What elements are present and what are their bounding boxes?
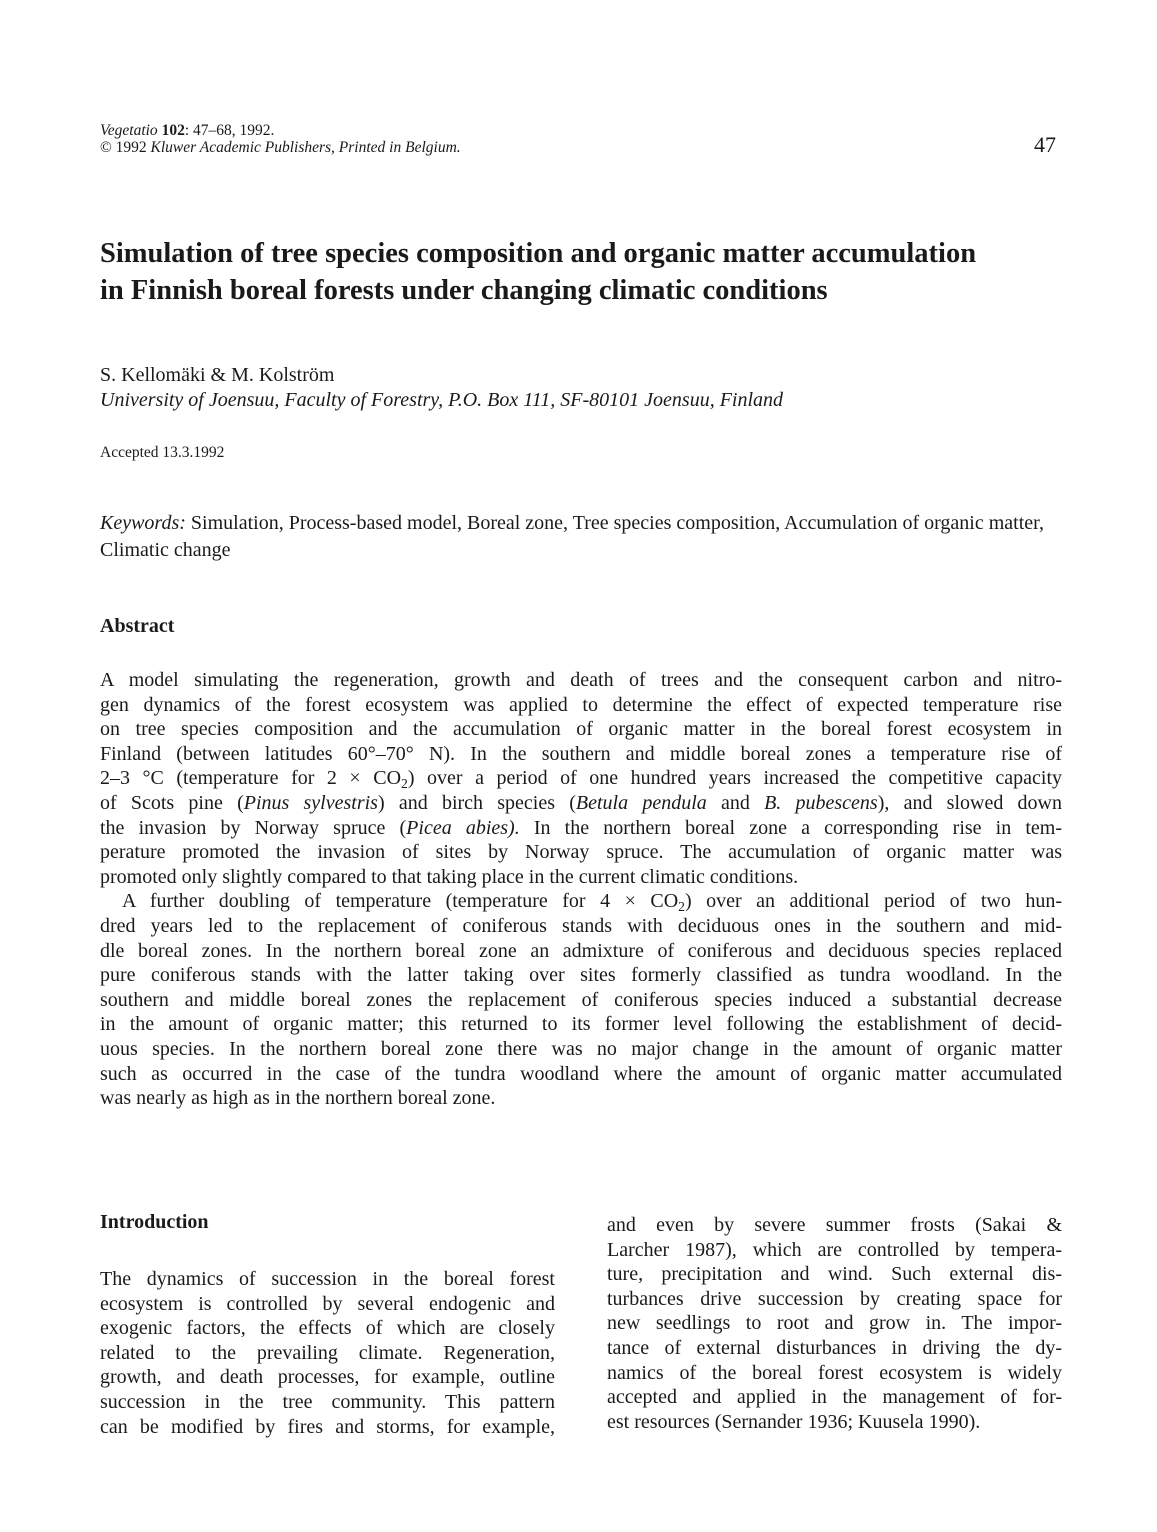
species-name: Betula pendula — [575, 791, 707, 814]
introduction-heading: Introduction — [100, 1211, 209, 1233]
abstract-line: uous species. In the northern boreal zone there was no major change in the amount of organic matter — [100, 1037, 1062, 1060]
body-line: growth, and death processes, for example, outline — [100, 1366, 555, 1389]
body-line: can be modified by fires and storms, for example, — [100, 1415, 555, 1438]
body-line: est resources (Sernander 1936; Kuusela 1990). — [607, 1410, 981, 1433]
title-line: Simulation of tree species composition and organic matter accumulation — [100, 238, 977, 269]
abstract-line — [100, 766, 1062, 791]
journal-citation — [100, 122, 461, 156]
abstract-line: A model simulating the regeneration, growth and death of trees and the consequent carbon and nitro- — [100, 669, 1062, 691]
body-line: namics of the boreal forest ecosystem is widely — [607, 1361, 1062, 1384]
body-line: accepted and applied in the management of for- — [607, 1386, 1062, 1409]
abstract-line: Finland (between latitudes 60°–70° N). In the southern and middle boreal zones a temperature rise of — [100, 742, 1062, 765]
abstract-line: on tree species composition and the accumulation of organic matter in the boreal forest ecosystem in — [100, 718, 1062, 741]
abstract-heading: Abstract — [100, 615, 175, 637]
citation-line — [100, 122, 461, 139]
subscript: 2 — [678, 899, 685, 915]
introduction-column-left — [100, 1267, 555, 1439]
copyright-line — [100, 139, 461, 156]
body-line: and even by severe summer frosts (Sakai & — [607, 1214, 1062, 1236]
text-run: and — [706, 791, 765, 814]
body-line: ture, precipitation and wind. Such external dis- — [607, 1263, 1062, 1286]
species-name: B. pubescens — [764, 791, 878, 814]
keywords-text: Simulation, Process-based model, Boreal zone, Tree species composition, Accumulation of organic matter, Climatic change — [100, 512, 1045, 561]
body-line: succession in the tree community. This pattern — [100, 1390, 555, 1413]
text-run: of Scots pine ( — [100, 791, 244, 814]
abstract-line: dred years led to the replacement of coniferous stands with deciduous ones in the southern and mid- — [100, 914, 1062, 937]
copyright-prefix: © 1992 — [100, 139, 151, 156]
abstract-line: in the amount of organic matter; this returned to its former level following the establishment of decid- — [100, 1013, 1062, 1036]
paper-title — [100, 235, 1080, 309]
body-line: ecosystem is controlled by several endogenic and — [100, 1292, 555, 1315]
body-line: new seedlings to root and grow in. The impor- — [607, 1312, 1062, 1335]
text-run: A further doubling of temperature (temperature for 4 × CO — [122, 890, 679, 913]
page-number: 47 — [1034, 132, 1056, 157]
species-name: Picea abies). — [406, 816, 520, 839]
abstract-line: such as occurred in the case of the tundra woodland where the amount of organic matter accumulated — [100, 1062, 1062, 1085]
introduction-column-right — [607, 1213, 1062, 1434]
body-line: related to the prevailing climate. Regeneration, — [100, 1341, 555, 1364]
abstract-line — [100, 791, 1062, 816]
text-run: In the northern boreal zone a corresponding rise in tem- — [519, 816, 1063, 839]
publisher: Kluwer Academic Publishers, Printed in Belgium. — [150, 139, 461, 156]
body-line: exogenic factors, the effects of which are closely — [100, 1317, 555, 1340]
text-run: ) over an additional period of two hun- — [684, 890, 1062, 913]
keywords-label: Keywords: — [100, 512, 186, 534]
text-run: ) over a period of one hundred years increased the competitive capacity — [407, 767, 1062, 790]
accepted-date: Accepted 13.3.1992 — [100, 444, 225, 461]
journal-volume: 102 — [161, 122, 185, 139]
body-line: Larcher 1987), which are controlled by tempera- — [607, 1238, 1062, 1261]
title-line: in Finnish boreal forests under changing climatic conditions — [100, 275, 828, 306]
text-run: ), and slowed down — [877, 791, 1062, 814]
journal-pages: : 47–68, 1992. — [184, 122, 275, 139]
abstract-line: dle boreal zones. In the northern boreal zone an admixture of coniferous and deciduous species replaced — [100, 939, 1062, 962]
body-line: turbances drive succession by creating space for — [607, 1287, 1062, 1310]
abstract-line: gen dynamics of the forest ecosystem was applied to determine the effect of expected temperature rise — [100, 693, 1062, 716]
subscript: 2 — [401, 776, 408, 792]
abstract-line: southern and middle boreal zones the replacement of coniferous species induced a substantial decrease — [100, 988, 1062, 1011]
keywords — [100, 510, 1060, 564]
journal-name: Vegetatio — [100, 122, 158, 139]
body-line: The dynamics of succession in the boreal forest — [100, 1268, 555, 1290]
abstract-line — [100, 889, 1062, 914]
abstract-body — [100, 668, 1062, 1111]
abstract-line: promoted only slightly compared to that taking place in the current climatic conditions. — [100, 865, 799, 888]
text-run: 2–3 °C (temperature for 2 × CO — [100, 767, 402, 790]
affiliation: University of Joensuu, Faculty of Forestry, P.O. Box 111, SF-80101 Joensuu, Finland — [100, 389, 784, 411]
abstract-line — [100, 816, 1062, 841]
abstract-line: was nearly as high as in the northern boreal zone. — [100, 1087, 496, 1110]
authors: S. Kellomäki & M. Kolström — [100, 364, 335, 386]
body-line: tance of external disturbances in driving the dy- — [607, 1336, 1062, 1359]
text-run: ) and birch species ( — [377, 791, 576, 814]
text-run: the invasion by Norway spruce ( — [100, 816, 407, 839]
abstract-line: perature promoted the invasion of sites by Norway spruce. The accumulation of organic matter was — [100, 841, 1062, 864]
species-name: Pinus sylvestris — [243, 791, 378, 814]
abstract-line: pure coniferous stands with the latter taking over sites formerly classified as tundra woodland. In the — [100, 964, 1062, 987]
